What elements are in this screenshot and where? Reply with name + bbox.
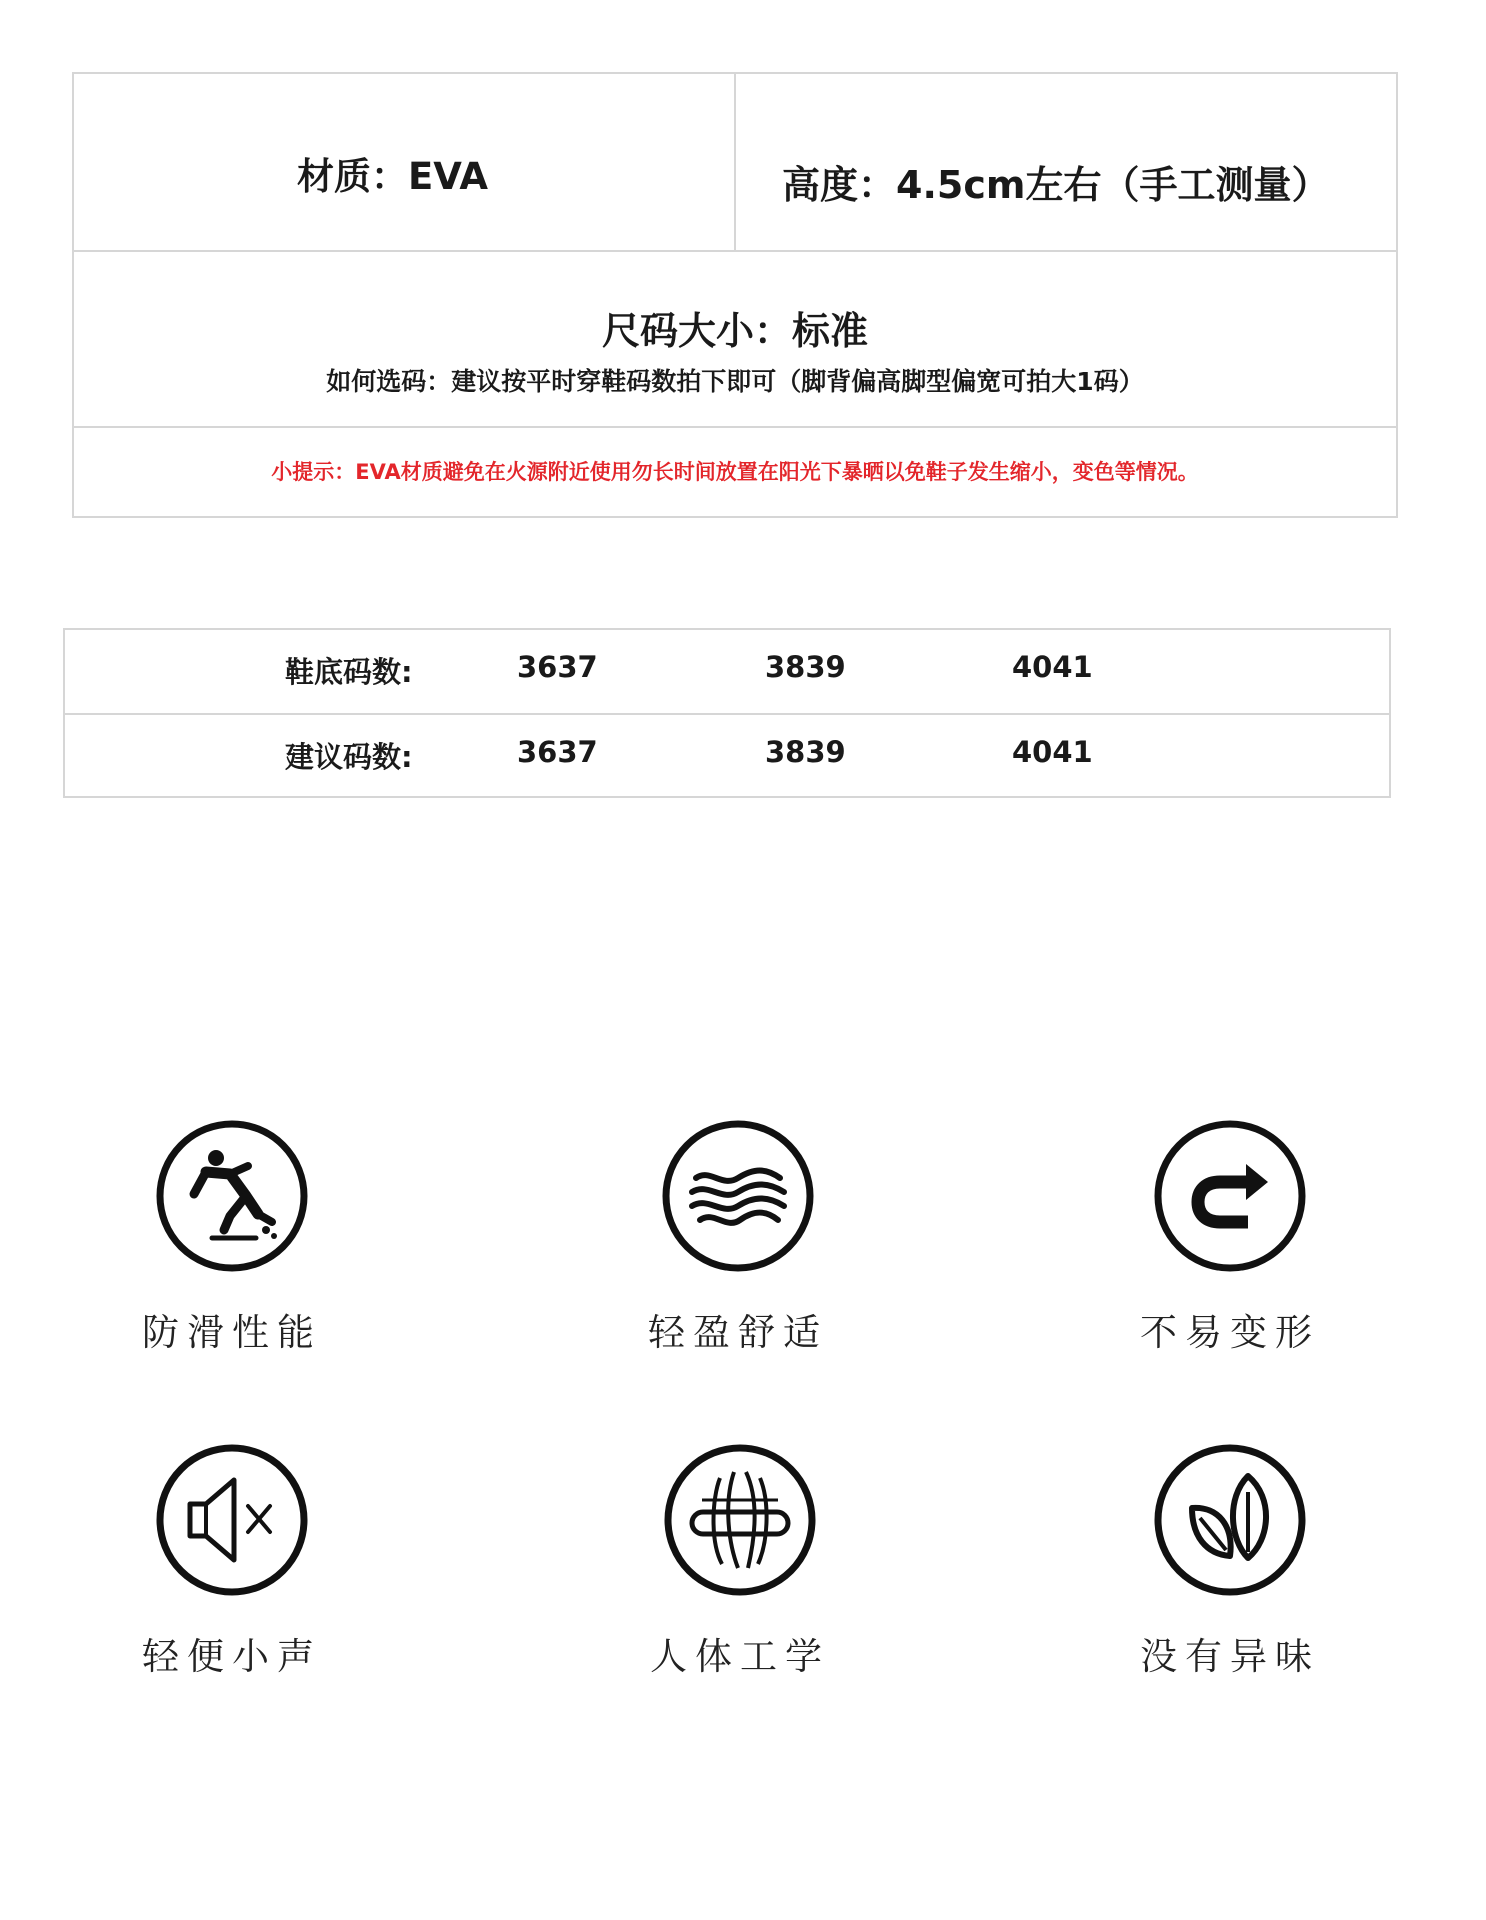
material-cell	[74, 74, 736, 250]
size-value: 3839	[765, 650, 846, 684]
table-row	[65, 630, 1389, 715]
size-value: 4041	[1012, 735, 1093, 769]
feature-label: 不易变形	[1140, 1311, 1320, 1354]
size-hint: 如何选码：建议按平时穿鞋码数拍下即可（脚背偏高脚型偏宽可拍大1码）	[326, 367, 1144, 396]
size-table	[63, 628, 1391, 798]
size-value: 3637	[517, 735, 598, 769]
spec-row-material-height	[74, 74, 1396, 252]
height-text: 高度：4.5cm左右（手工测量）	[782, 163, 1330, 207]
size-title: 尺码大小：标准	[601, 309, 868, 353]
feature-label: 轻便小声	[142, 1635, 322, 1678]
waves-icon	[660, 1118, 816, 1274]
anti-slip-icon	[154, 1118, 310, 1274]
spec-table	[72, 72, 1398, 518]
size-value: 3839	[765, 735, 846, 769]
mute-speaker-icon	[154, 1442, 310, 1598]
leaf-icon	[1152, 1442, 1308, 1598]
feature-quiet	[102, 1442, 362, 1680]
feature-label: 没有异味	[1140, 1635, 1320, 1678]
ergonomic-icon	[662, 1442, 818, 1598]
size-value: 4041	[1012, 650, 1093, 684]
tip-text: 小提示：EVA材质避免在火源附近使用勿长时间放置在阳光下暴晒以免鞋子发生缩小，变色等情况。	[271, 460, 1199, 484]
material-text: 材质：EVA	[297, 155, 489, 198]
row-label: 鞋底码数:	[285, 655, 413, 689]
feature-anti-slip	[102, 1118, 362, 1356]
feature-ergonomic	[610, 1442, 870, 1680]
feature-label: 人体工学	[650, 1635, 830, 1678]
row-label: 建议码数:	[285, 740, 413, 774]
spec-row-tip	[74, 426, 1396, 516]
feature-label: 防滑性能	[142, 1311, 322, 1354]
table-row	[65, 715, 1389, 798]
feature-no-deform	[1100, 1118, 1360, 1356]
size-value: 3637	[517, 650, 598, 684]
spec-row-size	[74, 250, 1396, 428]
rebound-arrow-icon	[1152, 1118, 1308, 1274]
feature-lightweight	[608, 1118, 868, 1356]
feature-no-odor	[1100, 1442, 1360, 1680]
feature-label: 轻盈舒适	[648, 1311, 828, 1354]
